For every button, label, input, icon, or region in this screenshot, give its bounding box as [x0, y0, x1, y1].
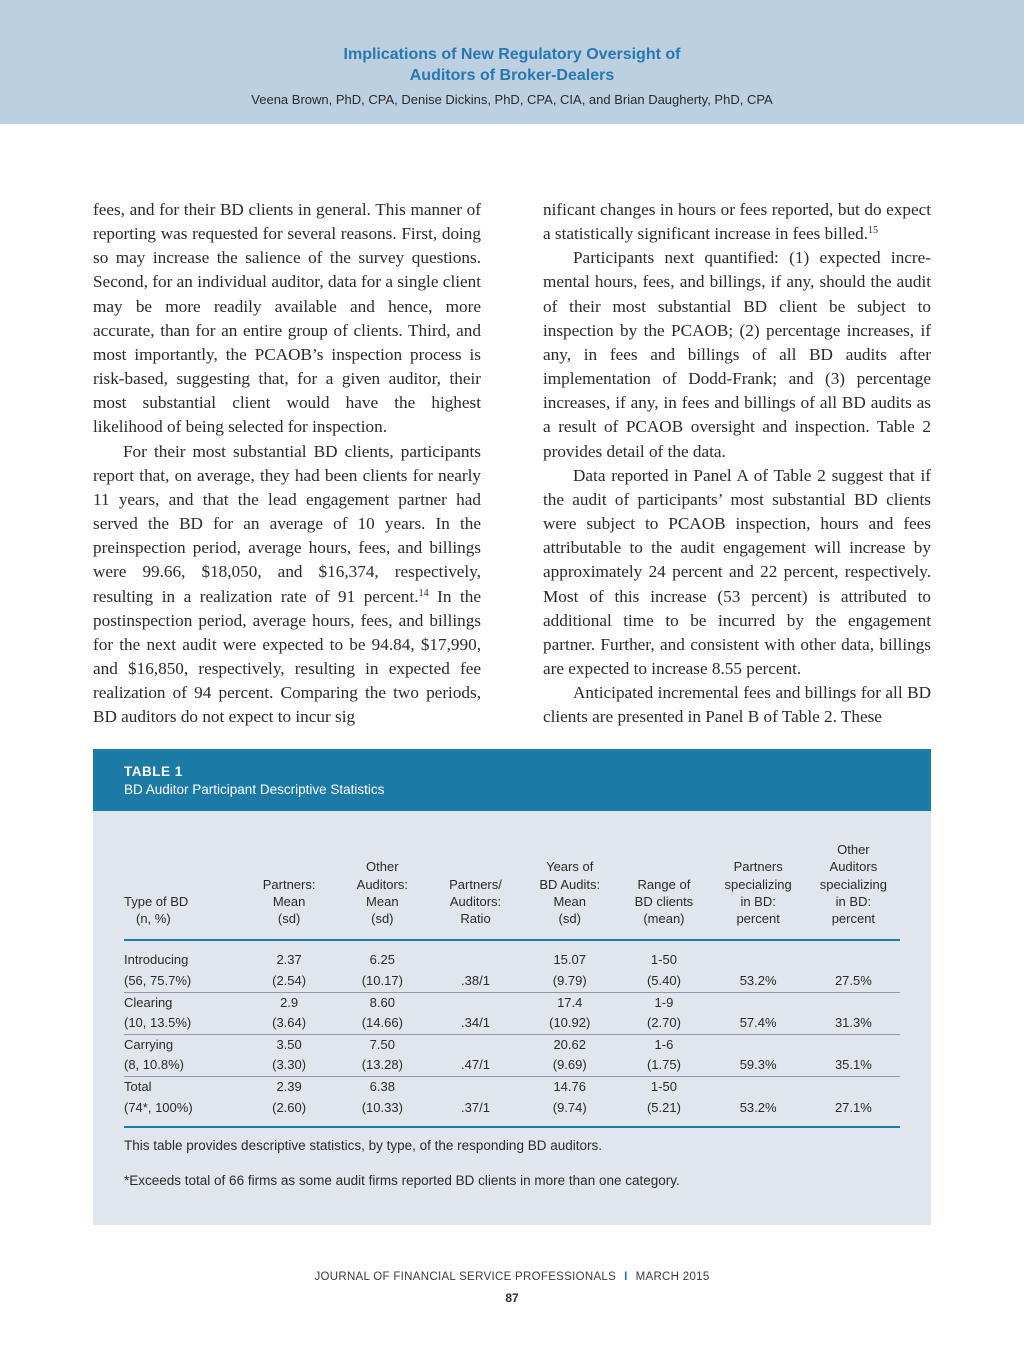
table-row [124, 1034, 900, 1055]
table-cell: (2.70) [618, 1013, 709, 1034]
table-cell: 20.62 [553, 1036, 586, 1052]
table-cell: (9.69) [521, 1055, 618, 1076]
table-cell: (9.79) [521, 971, 618, 992]
table-cell [710, 1034, 807, 1055]
table-cell [807, 940, 900, 971]
row-label-cell: Carrying [124, 1036, 174, 1052]
article-title-line-2: Auditors of Broker-Dealers [409, 67, 615, 84]
column-header-line: Auditors [829, 859, 878, 875]
table-row [124, 1098, 900, 1128]
column-header-line: Years of [546, 859, 594, 875]
table-cell [807, 992, 900, 1013]
journal-name: JOURNAL OF FINANCIAL SERVICE PROFESSIONALS [314, 1271, 617, 1283]
column-header-line: Mean [272, 893, 306, 909]
column-header-line: in BD: [740, 893, 776, 909]
column-header [124, 841, 244, 940]
footer-separator: I [624, 1271, 628, 1283]
row-label-cell: (10, 13.5%) [124, 1013, 244, 1034]
table-cell: 1-9 [654, 994, 674, 1010]
table-cell: 53.2% [710, 971, 807, 992]
table-cell [430, 1034, 521, 1055]
column-header [710, 841, 807, 940]
table-cell: 1-6 [654, 1036, 674, 1052]
table-cell: 6.25 [369, 952, 395, 968]
table-cell: (10.17) [335, 971, 430, 992]
column-header-line: specializing [724, 876, 792, 892]
table-cell: 3.50 [276, 1036, 302, 1052]
table-cell: (14.66) [335, 1013, 430, 1034]
table-cell: (2.54) [244, 971, 335, 992]
table-cell: 27.1% [807, 1098, 900, 1128]
table-cell: .37/1 [430, 1098, 521, 1128]
table-row [124, 1077, 900, 1098]
table-cell: 6.38 [369, 1079, 395, 1095]
column-header-line: Range of [637, 876, 691, 892]
table-cell: .34/1 [430, 1013, 521, 1034]
footnote-ref: 14 [418, 587, 429, 599]
table-cell: 8.60 [369, 994, 395, 1010]
table-row [124, 940, 900, 971]
table-cell: 2.39 [276, 1079, 302, 1095]
column-header-line: Partners [733, 859, 783, 875]
table-cell: 53.2% [710, 1098, 807, 1128]
table-cell: 1-50 [650, 952, 677, 968]
table-cell: 7.50 [369, 1036, 395, 1052]
paragraph: fees, and for their BD clients in general. This manner of reporting was requested for several reasons. First, doing so may increase the salience of the survey questions. Second, for an individual auditor, data for a single client may be more readily available and hence, more accurate, than for an entire group of clients. Third, and most importantly, the PCAOB’s inspection process is risk-based, suggesting that, for a given auditor, their most substantial client would have the highest likelihood of being selected for inspection. [93, 200, 481, 437]
column-header-line: (sd) [277, 911, 301, 927]
row-label-cell: Clearing [124, 994, 173, 1010]
paragraph: Participants next quantified: (1) expected incremental hours, fees, and billings, if any, should the audit of their most substantial BD client be subject to inspection by the PCAOB; (2) percentage increases, if any, in fees and billings of all BD audits after implementation of Dodd-Frank; and (3) percentage increases, if any, in fees and billings of all BD audits as a result of PCAOB oversight and inspection. Table 2 provides detail of the data. [543, 248, 931, 461]
table-cell: (9.74) [521, 1098, 618, 1128]
column-header-line: in BD: [835, 893, 872, 909]
column-header-line: BD Audits: [539, 876, 601, 892]
row-label-cell: Introducing [124, 952, 189, 968]
table-row [124, 1013, 900, 1034]
column-header-line: Other [366, 859, 399, 875]
table-cell: 17.4 [557, 994, 583, 1010]
table-row [124, 992, 900, 1013]
paragraph: Anticipated incremental fees and billings for all BD clients are presented in Panel B of Table 2. These [543, 683, 931, 727]
table-row [124, 971, 900, 992]
table-cell: 57.4% [710, 1013, 807, 1034]
table-cell [430, 992, 521, 1013]
table-cell: (10.92) [521, 1013, 618, 1034]
table-cell: 35.1% [807, 1055, 900, 1076]
column-header-line: Mean [366, 893, 399, 909]
table-cell: (10.33) [335, 1098, 430, 1128]
table-caption: BD Auditor Participant Descriptive Statistics [124, 782, 385, 797]
body-column-right [543, 198, 931, 729]
table-cell: (2.60) [244, 1098, 335, 1128]
column-header-line: Type of BD [124, 893, 189, 909]
column-header [430, 841, 521, 940]
table-number: TABLE 1 [124, 764, 183, 779]
table-cell: (3.64) [244, 1013, 335, 1034]
column-header-line: (sd) [371, 911, 394, 927]
table-header [93, 749, 931, 811]
table-cell [710, 992, 807, 1013]
table-note: This table provides descriptive statistics, by type, of the responding BD auditors. [124, 1138, 602, 1153]
paragraph: For their most substantial BD clients, participants report that, on average, they had been clients for nearly 11 years, and that the lead engagement partner had served the BD for an average of 10 years. In the preinspection period, average hours, fees, and billings were 99.66, $18,050, and $16,374, respectively, resulting in a realization rate of 91 percent.$^{14}$ In the postinspection period, average hours, fees, and billings for the next audit were expected to be 94.84, $17,990, and $16,850, respectively, resulting in expected fee realization of 94 percent. Comparing the two periods, BD auditors do not expect to incur sig [93, 441, 481, 727]
column-header-line: Ratio [460, 911, 491, 927]
row-label-cell: (8, 10.8%) [124, 1055, 244, 1076]
column-header-line: percent [736, 911, 780, 927]
column-header-line: Partners/ [449, 876, 502, 892]
table-cell [430, 940, 521, 971]
column-header [807, 841, 900, 940]
table-cell: (1.75) [618, 1055, 709, 1076]
table-1 [93, 749, 931, 1225]
table-cell: (5.21) [618, 1098, 709, 1128]
row-label-cell: (74*, 100%) [124, 1098, 244, 1128]
article-authors: Veena Brown, PhD, CPA, Denise Dickins, PhD, CPA, CIA, and Brian Daugherty, PhD, CPA [251, 92, 773, 107]
table-cell: 1-50 [650, 1079, 677, 1095]
column-header-line: (sd) [558, 911, 581, 927]
column-header [521, 841, 618, 940]
column-header-line: BD clients [634, 893, 694, 909]
column-header-line: (mean) [643, 911, 685, 927]
row-label-cell: Total [124, 1079, 152, 1095]
footnote-ref: 15 [868, 225, 879, 237]
table-cell: 59.3% [710, 1055, 807, 1076]
table-cell: (3.30) [244, 1055, 335, 1076]
column-header-line: Mean [553, 893, 586, 909]
statistics-table [124, 841, 900, 1128]
paragraph: Data reported in Panel A of Table 2 suggest that if the audit of participants’ most substantial BD clients were subject to PCAOB inspection, hours and fees attributable to the audit engagement will increase by approximately 24 percent and 22 percent, respectively. Most of this increase (53 percent) is attributed to additional time to be incurred by the engagement partner. Further, and consistent with other data, billings are expected to increase 8.55 percent. [543, 465, 931, 678]
table-cell: (13.28) [335, 1055, 430, 1076]
page-footer [0, 1271, 1024, 1283]
body-column-left [93, 198, 481, 729]
table-cell [710, 940, 807, 971]
column-header [335, 841, 430, 940]
table-cell: .47/1 [430, 1055, 521, 1076]
table-cell: 14.76 [553, 1079, 586, 1095]
table-cell: (5.40) [618, 971, 709, 992]
column-header-line: (n, %) [136, 911, 171, 927]
table-cell: 27.5% [807, 971, 900, 992]
table-cell: 15.07 [553, 952, 586, 968]
article-header [0, 0, 1024, 124]
table-cell: 2.37 [276, 952, 302, 968]
column-header-line: Other [837, 842, 870, 857]
article-title-line-1: Implications of New Regulatory Oversight of [343, 46, 681, 63]
paragraph: nificant changes in hours or fees reported, but do expect a statistically significant increase in fees billed.$^{15}$ [543, 200, 931, 244]
page-number: 87 [505, 1291, 519, 1305]
table-cell [807, 1034, 900, 1055]
article-title [0, 44, 1024, 86]
column-header [244, 841, 335, 940]
issue-date: MARCH 2015 [635, 1271, 710, 1283]
table-footnote: *Exceeds total of 66 firms as some audit firms reported BD clients in more than one category. [124, 1173, 680, 1188]
table-row [124, 1055, 900, 1076]
row-label-cell: (56, 75.7%) [124, 971, 244, 992]
column-header-line: percent [831, 911, 876, 927]
table-cell: 31.3% [807, 1013, 900, 1034]
column-header-line: Auditors: [356, 876, 408, 892]
column-header-line: Partners: [262, 876, 316, 892]
table-cell [430, 1077, 521, 1098]
column-header-line: Auditors: [449, 893, 502, 909]
table-cell: .38/1 [430, 971, 521, 992]
column-header [618, 841, 709, 940]
column-header-line: specializing [819, 876, 887, 892]
table-cell: 2.9 [280, 994, 299, 1010]
table-cell [710, 1077, 807, 1098]
table-cell [807, 1077, 900, 1098]
